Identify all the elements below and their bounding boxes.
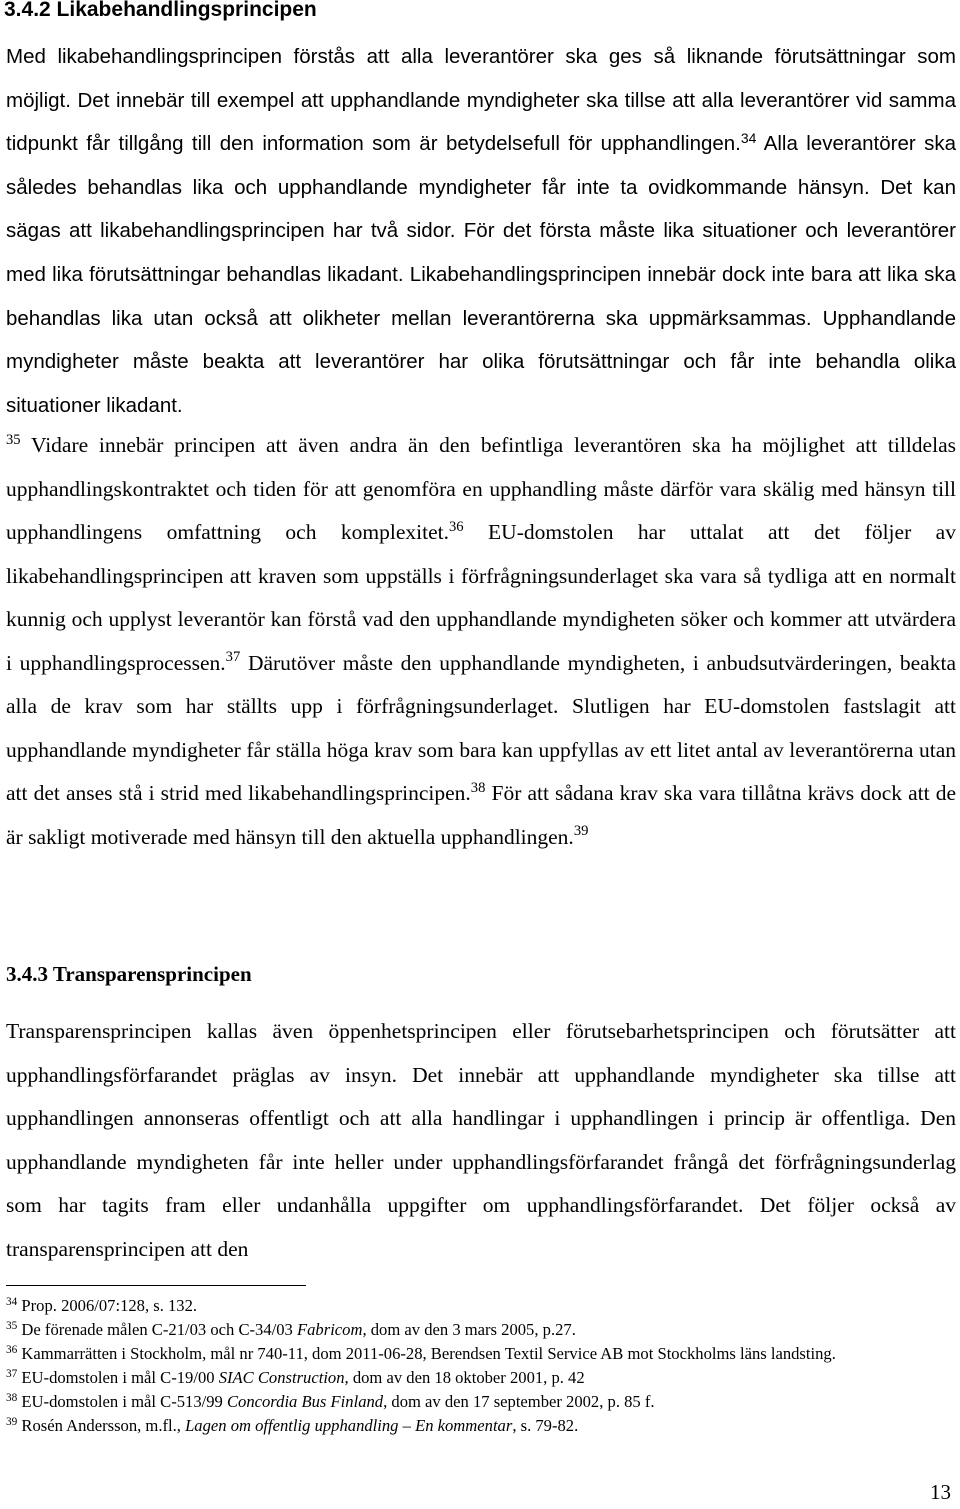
- footnote-number: 39: [6, 1415, 18, 1428]
- footnote-number: 38: [6, 1391, 18, 1404]
- paragraph-text: Därutöver måste den upphandlande myndigheten, i anbudsutvärderingen, beakta alla de krav som har ställts upp i förfrågningsunderlaget. Slutligen har EU-domstolen fastslagit att upphandlande myndigheter får ställa höga krav som bara kan uppfyllas av ett litet antal av leverantörerna utan att det anses stå i strid med likabehandlingsprincipen.: [6, 650, 956, 805]
- footnote-text: Prop. 2006/07:128, s. 132.: [21, 1296, 198, 1315]
- footnote-number: 37: [6, 1367, 18, 1380]
- footnote-text: Kammarrätten i Stockholm, mål nr 740-11, dom 2011-06-28, Berendsen Textil Service AB mot Stockholms läns landsting.: [21, 1344, 836, 1363]
- paragraph-text: EU-domstolen har uttalat att det följer av likabehandlingsprincipen att kraven som uppställs i förfrågningsunderlaget ska vara så tydliga att en normalt kunnig och upplyst leverantör kan förstå vad den upphandlande myndigheten söker och kommer att utvärdera i upphandlingsprocessen.: [6, 520, 956, 675]
- case-name: SIAC Construction: [218, 1368, 345, 1387]
- footnote-text: Rosén Andersson, m.fl.,: [21, 1416, 186, 1435]
- footnote-ref-37[interactable]: 37: [225, 649, 241, 666]
- footnote-text: , dom av den 17 september 2002, p. 85 f.: [383, 1392, 655, 1411]
- footnote-text: , s. 79-82.: [512, 1416, 579, 1435]
- footnote-ref-39[interactable]: 39: [573, 823, 589, 840]
- footnote-38: [6, 1390, 946, 1414]
- paragraph-text: För att sådana krav ska vara tillåtna krävs dock att de är sakligt motiverade med hänsyn till den aktuella upphandlingen.: [6, 781, 956, 849]
- footnote-list: [6, 1294, 946, 1438]
- case-name: Fabricom: [297, 1320, 363, 1339]
- footnote-number: 34: [6, 1295, 18, 1308]
- section-heading-transparensprincipen: 3.4.3 Transparensprincipen: [6, 962, 252, 986]
- footnote-ref-35[interactable]: 35: [6, 431, 21, 448]
- footnote-ref-34[interactable]: 34: [740, 129, 757, 146]
- footnote-36: [6, 1342, 946, 1366]
- footnote-number: 35: [6, 1319, 18, 1332]
- book-title: Lagen om offentlig upphandling – En kommentar: [185, 1416, 513, 1435]
- footnote-text: , dom av den 3 mars 2005, p.27.: [362, 1320, 576, 1339]
- footnote-text: EU-domstolen i mål C-19/00: [21, 1368, 219, 1387]
- paragraph-text: Vidare innebär principen att även andra än den befintliga leverantören ska ha möjlighet att tilldelas upphandlingskontraktet och tiden för att genomföra en upphandling måste därför vara skälig med hänsyn till upphandlingens omfattning och komplexitet.: [6, 433, 956, 544]
- section-heading-likabehandlingsprincipen: 3.4.2 Likabehandlingsprincipen: [4, 0, 317, 21]
- footnote-text: , dom av den 18 oktober 2001, p. 42: [344, 1368, 585, 1387]
- paragraph-likabehandling-intro: [6, 35, 956, 427]
- paragraph-likabehandling-continued: [6, 424, 956, 859]
- footnote-34: [6, 1294, 946, 1318]
- footnote-text: EU-domstolen i mål C-513/99: [21, 1392, 227, 1411]
- footnote-ref-36[interactable]: 36: [448, 518, 464, 535]
- paragraph-text: Alla leverantörer ska således behandlas lika och upphandlande myndigheter får inte ta ovidkommande hänsyn. Det kan sägas att likabehandlingsprincipen har två sidor. För det första måste lika situationer och leverantörer med lika förutsättningar behandlas likadant. Likabehandlingsprincipen innebär dock inte bara att lika ska behandlas lika utan också att olikheter mellan leverantörerna ska uppmärksammas. Upphandlande myndigheter måste beakta att leverantörer har olika förutsättningar och får inte behandla olika situationer likadant.: [6, 132, 956, 417]
- case-name: Concordia Bus Finland: [226, 1392, 384, 1411]
- paragraph-transparensprincipen: Transparensprincipen kallas även öppenhetsprincipen eller förutsebarhetsprincipen och förutsätter att upphandlingsförfarandet präglas av insyn. Det innebär att upphandlande myndigheter ska tillse att upphandlingen annonseras offentligt och att alla handlingar i upphandlingen i princip är offentliga. Den upphandlande myndigheten får inte heller under upphandlingsförfarandet frångå det förfrågningsunderlag som har tagits fram eller undanhålla uppgifter om upphandlingsförfarandet. Det följer också av transparensprincipen att den: [6, 1019, 956, 1261]
- footnote-number: 36: [6, 1343, 18, 1356]
- page-number: 13: [930, 1480, 951, 1504]
- footnote-ref-38[interactable]: 38: [470, 779, 486, 796]
- footnote-text: De förenade målen C-21/03 och C-34/03: [21, 1320, 297, 1339]
- footnote-35: [6, 1318, 946, 1342]
- paragraph-text: Med likabehandlingsprincipen förstås att alla leverantörer ska ges så liknande förutsättningar som möjligt. Det innebär till exempel att upphandlande myndigheter ska tillse att alla leverantörer vid samma tidpunkt får tillgång till den information som är betydelsefull för upphandlingen.: [6, 45, 956, 156]
- footnote-separator: [6, 1285, 306, 1286]
- footnote-37: [6, 1366, 946, 1390]
- footnote-39: [6, 1414, 946, 1438]
